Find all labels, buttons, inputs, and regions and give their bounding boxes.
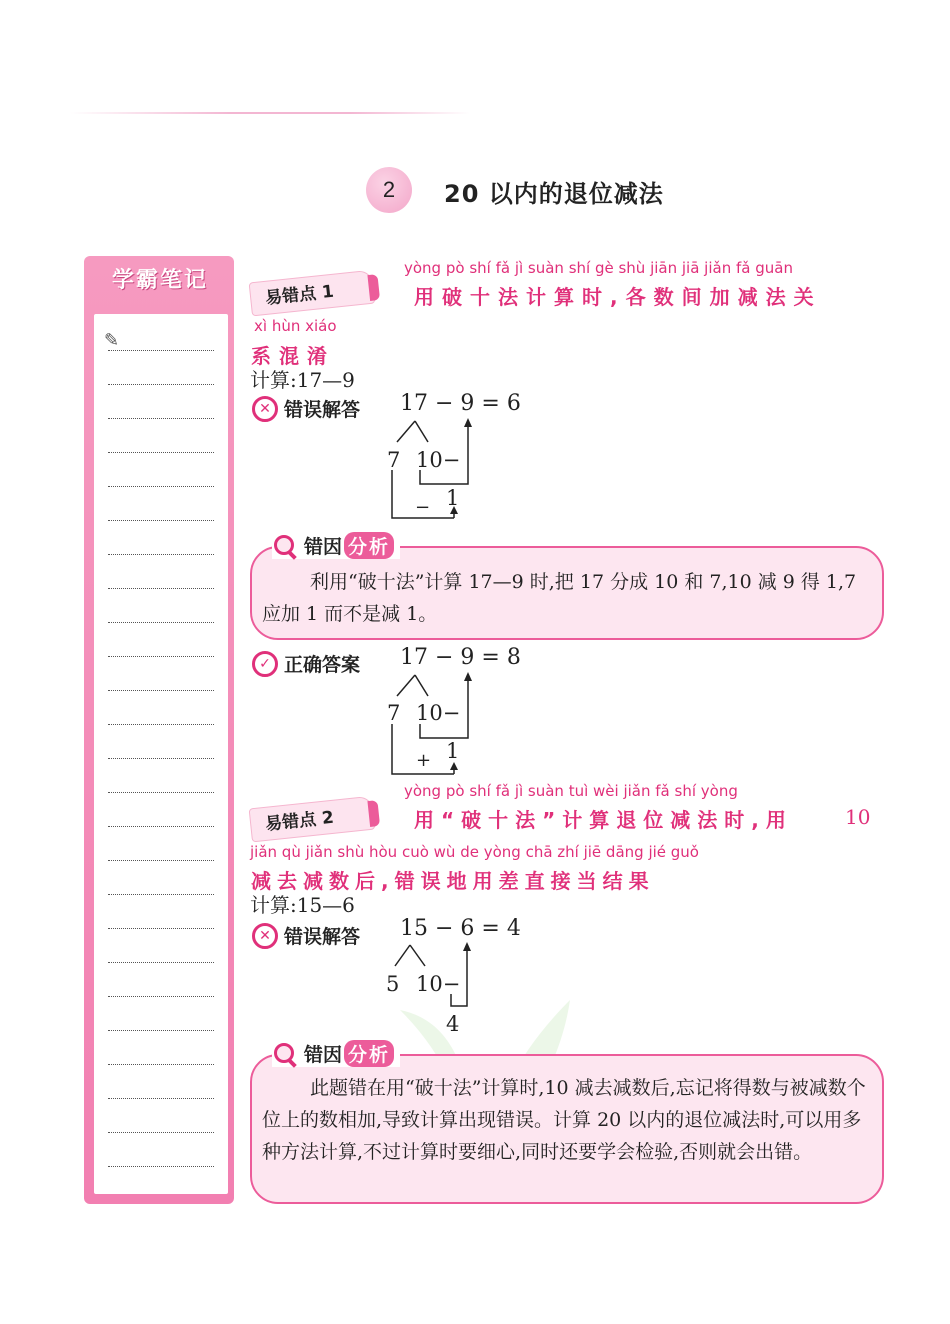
- pencil-icon: ✎: [104, 330, 120, 351]
- mistake-point-2-tag: 易错点 2: [249, 796, 376, 843]
- mistake-point-1-tag: 易错点 1: [249, 270, 376, 317]
- operator: −: [415, 497, 431, 518]
- section-number-badge: 2: [366, 167, 412, 213]
- point-heading-number: 10: [845, 805, 871, 829]
- note-line: [108, 1166, 214, 1167]
- note-line: [108, 520, 214, 521]
- pinyin-line: yòng pò shí fǎ jì suàn shí gè shù jiān jiā jiǎn fǎ guān: [404, 259, 793, 277]
- notes-paper: [94, 314, 228, 1194]
- note-line: [108, 928, 214, 929]
- split-right: 10−: [416, 448, 461, 472]
- note-line: [108, 588, 214, 589]
- error-cause-label: [272, 532, 400, 559]
- split-right: 10−: [416, 701, 461, 725]
- note-line: [108, 996, 214, 997]
- note-line: [108, 418, 214, 419]
- note-line: [108, 690, 214, 691]
- note-line: [108, 826, 214, 827]
- pinyin-line: yòng pò shí fǎ jì suàn tuì wèi jiǎn fǎ shí yòng: [404, 782, 738, 800]
- point-heading: 用“破十法”计算退位减法时,用: [414, 808, 793, 832]
- note-line: [108, 656, 214, 657]
- note-line: [108, 1098, 214, 1099]
- note-line: [108, 860, 214, 861]
- wrong-answer-text: 错误解答: [284, 926, 361, 948]
- split-right: 10−: [416, 972, 461, 996]
- section-title: 20 以内的退位减法: [444, 180, 664, 208]
- note-line: [108, 1064, 214, 1065]
- analysis-paragraph: 利用“破十法”计算 17—9 时,把 17 分成 10 和 7,10 减 9 得 1,7 应加 1 而不是减 1。: [262, 571, 857, 625]
- correct-answer-text: 正确答案: [284, 654, 361, 676]
- point-heading: 用破十法计算时,各数间加减法关: [414, 285, 822, 309]
- calc-prompt: 计算:17—9: [250, 368, 355, 392]
- point-heading: 系混淆: [251, 344, 335, 368]
- correct-answer-label: [252, 650, 360, 677]
- analysis-badge: 分析: [344, 532, 394, 559]
- magnifier-icon: [274, 535, 296, 557]
- note-line: [108, 350, 214, 351]
- note-line: [108, 554, 214, 555]
- pinyin-line: xì hùn xiáo: [254, 317, 337, 335]
- operator: +: [416, 750, 432, 771]
- cause-text: 错因: [304, 536, 343, 558]
- pinyin-line: jiǎn qù jiǎn shù hòu cuò wù de yòng chā zhí jiē dāng jié guǒ: [250, 843, 699, 861]
- x-circle-icon: ✕: [252, 923, 278, 949]
- note-line: [108, 1030, 214, 1031]
- split-left: 7: [387, 448, 401, 472]
- note-line: [108, 792, 214, 793]
- error-cause-label: [272, 1040, 400, 1067]
- equation: 17 − 9 = 8: [400, 645, 521, 670]
- cause-text: 错因: [304, 1044, 343, 1066]
- wrong-answer-label: [252, 395, 360, 422]
- x-circle-icon: ✕: [252, 396, 278, 422]
- wrong-answer-label: [252, 922, 360, 949]
- note-line: [108, 724, 214, 725]
- note-line: [108, 452, 214, 453]
- partial-result: 4: [446, 1012, 460, 1036]
- note-line: [108, 962, 214, 963]
- analysis-paragraph: 此题错在用“破十法”计算时,10 减去减数后,忘记将得数与被减数个位上的数相加,导致计算出现错误。计算 20 以内的退位减法时,可以用多种方法计算,不过计算时要细心,同时还要学会检验,否则就会出错。: [262, 1077, 866, 1163]
- sidebar-title: 学霸笔记: [111, 268, 208, 293]
- analysis-badge: 分析: [344, 1040, 394, 1067]
- note-line: [108, 1132, 214, 1133]
- note-line: [108, 894, 214, 895]
- wrong-answer-text: 错误解答: [284, 399, 361, 421]
- note-line: [108, 486, 214, 487]
- check-circle-icon: ✓: [252, 651, 278, 677]
- break-ten-diagram: [380, 418, 490, 528]
- equation: 17 − 9 = 6: [400, 391, 521, 416]
- header-divider: [70, 112, 470, 114]
- magnifier-icon: [274, 1043, 296, 1065]
- note-line: [108, 758, 214, 759]
- partial-result: 1: [446, 486, 460, 510]
- calc-prompt: 计算:15—6: [250, 893, 355, 917]
- point-heading: 减去减数后,错误地用差直接当结果: [251, 869, 655, 893]
- note-line: [108, 622, 214, 623]
- split-left: 7: [387, 701, 401, 725]
- split-left: 5: [386, 972, 400, 996]
- note-line: [108, 384, 214, 385]
- partial-result: 1: [446, 739, 460, 763]
- equation: 15 − 6 = 4: [400, 916, 521, 941]
- break-ten-diagram: [380, 672, 490, 782]
